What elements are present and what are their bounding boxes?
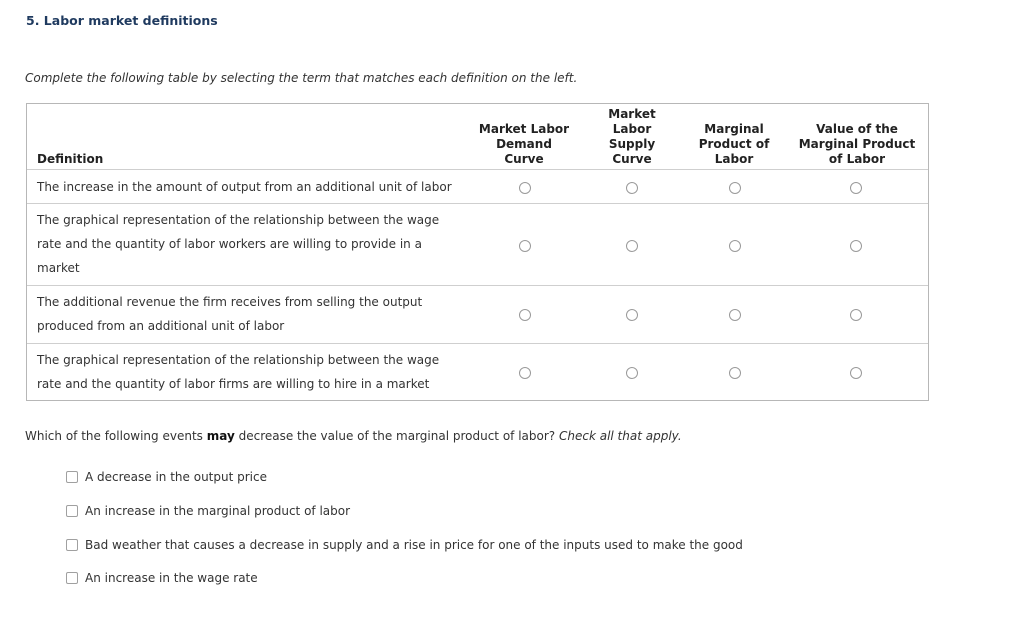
radio-supply-curve[interactable] xyxy=(626,367,638,379)
option-label[interactable]: Bad weather that causes a decrease in supply and a rise in price for one of the inputs used to make the good xyxy=(85,538,743,552)
option-label[interactable]: An increase in the marginal product of labor xyxy=(85,504,351,518)
matching-table xyxy=(26,103,929,401)
radio-supply-curve[interactable] xyxy=(626,240,638,252)
radio-marginal-product[interactable] xyxy=(729,182,741,194)
radio-value-marginal-product[interactable] xyxy=(850,240,862,252)
table-header xyxy=(27,104,928,169)
option-label[interactable]: An increase in the wage rate xyxy=(85,571,258,585)
radio-demand-curve[interactable] xyxy=(519,367,531,379)
problem-title: 5. Labor market definitions xyxy=(26,13,218,28)
column-header-value-marginal-product: Value of the Marginal Product of Labor xyxy=(798,122,916,166)
radio-value-marginal-product[interactable] xyxy=(850,309,862,321)
radio-demand-curve[interactable] xyxy=(519,240,531,252)
radio-demand-curve[interactable] xyxy=(519,309,531,321)
table-row xyxy=(27,169,928,204)
option-checkbox[interactable] xyxy=(66,471,78,483)
radio-value-marginal-product[interactable] xyxy=(850,182,862,194)
table-row xyxy=(27,343,928,401)
radio-marginal-product[interactable] xyxy=(729,240,741,252)
option-label[interactable]: A decrease in the output price xyxy=(85,470,267,484)
table-row xyxy=(27,203,928,286)
radio-supply-curve[interactable] xyxy=(626,182,638,194)
radio-marginal-product[interactable] xyxy=(729,309,741,321)
radio-marginal-product[interactable] xyxy=(729,367,741,379)
option-checkbox[interactable] xyxy=(66,572,78,584)
definition-text: The additional revenue the firm receives from selling the output produced from an additional unit of labor xyxy=(37,295,423,333)
radio-value-marginal-product[interactable] xyxy=(850,367,862,379)
column-header-demand-curve: Market Labor Demand Curve xyxy=(478,122,570,166)
table-row xyxy=(27,285,928,344)
column-header-supply-curve: Market Labor Supply Curve xyxy=(608,107,656,166)
definition-column-header: Definition xyxy=(37,152,104,166)
column-header-marginal-product: Marginal Product of Labor xyxy=(698,122,770,166)
definition-text: The increase in the amount of output from an additional unit of labor xyxy=(37,180,452,194)
definition-text: The graphical representation of the relationship between the wage rate and the quantity of labor firms are willing to hire in a market xyxy=(37,353,440,391)
radio-demand-curve[interactable] xyxy=(519,182,531,194)
option-checkbox[interactable] xyxy=(66,505,78,517)
instructions-text: Complete the following table by selecting the term that matches each definition on the left. xyxy=(25,71,578,85)
radio-supply-curve[interactable] xyxy=(626,309,638,321)
question-text: Which of the following events may decrease the value of the marginal product of labor? Check all that apply. xyxy=(25,429,682,443)
option-checkbox[interactable] xyxy=(66,539,78,551)
definition-text: The graphical representation of the relationship between the wage rate and the quantity of labor workers are willing to provide in a market xyxy=(37,213,440,275)
